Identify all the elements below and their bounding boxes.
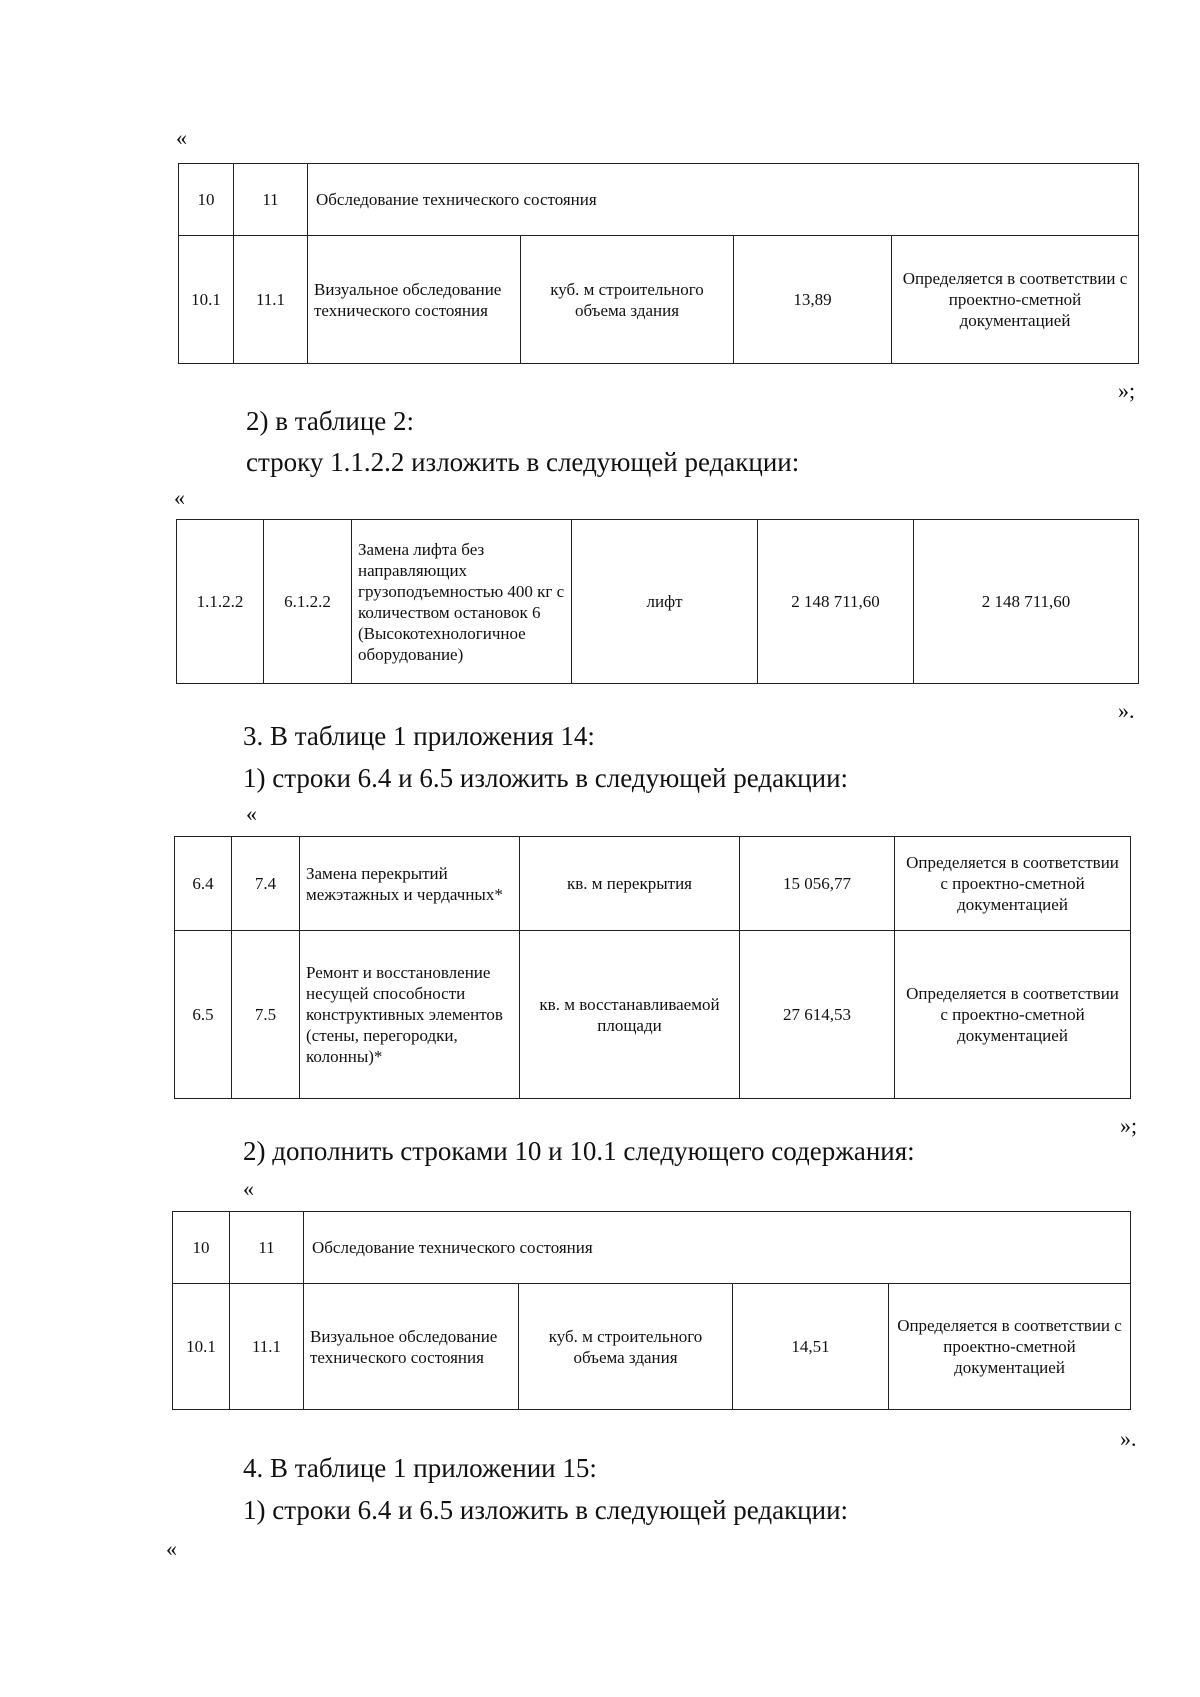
- close-quote: ».: [1120, 1426, 1137, 1451]
- table-block-1: [178, 163, 1139, 364]
- cell-num: 7.4: [232, 837, 300, 931]
- paragraph: 4. В таблице 1 приложении 15:: [243, 1453, 597, 1483]
- cell-num: 10: [173, 1212, 230, 1284]
- open-quote: «: [174, 485, 185, 510]
- table-row: [175, 837, 1131, 931]
- open-quote: «: [176, 125, 187, 150]
- table-row: [173, 1284, 1131, 1410]
- table-row: [175, 931, 1131, 1099]
- table-block-2: [176, 519, 1139, 684]
- cell-cost: Определяется в соответствии с проектно-сметной документацией: [895, 931, 1131, 1099]
- cell-cost: Определяется в соответствии с проектно-сметной документацией: [895, 837, 1131, 931]
- cell-num: 10.1: [179, 236, 234, 364]
- close-quote: »;: [1118, 378, 1136, 403]
- cell-value: 15 056,77: [740, 837, 895, 931]
- cell-cost: Определяется в соответствии с проектно-сметной документацией: [892, 236, 1139, 364]
- cell-num: 11.1: [234, 236, 308, 364]
- open-quote: «: [243, 1176, 254, 1201]
- cell-unit: куб. м строительного объема здания: [521, 236, 734, 364]
- cell-num: 6.5: [175, 931, 232, 1099]
- cell-num: 10.1: [173, 1284, 230, 1410]
- cell-section-title: Обследование технического состояния: [308, 164, 1139, 236]
- paragraph: 2) дополнить строками 10 и 10.1 следующего содержания:: [243, 1136, 915, 1166]
- cell-value: 13,89: [734, 236, 892, 364]
- paragraph: 3. В таблице 1 приложения 14:: [243, 721, 595, 751]
- cell-num: 6.1.2.2: [264, 520, 352, 684]
- cell-unit: кв. м восстанавливаемой площади: [520, 931, 740, 1099]
- paragraph: 1) строки 6.4 и 6.5 изложить в следующей редакции:: [243, 1495, 849, 1525]
- cell-work-name: Визуальное обследование технического состояния: [304, 1284, 519, 1410]
- cell-work-name: Замена лифта без направляющих грузоподъемностью 400 кг с количеством остановок 6 (Высокотехнологичное оборудование): [352, 520, 572, 684]
- cell-cost: Определяется в соответствии с проектно-сметной документацией: [889, 1284, 1131, 1410]
- cell-unit: куб. м строительного объема здания: [519, 1284, 733, 1410]
- paragraph: строку 1.1.2.2 изложить в следующей редакции:: [246, 447, 800, 477]
- open-quote: «: [166, 1536, 177, 1561]
- close-quote: »;: [1120, 1113, 1138, 1138]
- cell-value: 2 148 711,60: [758, 520, 914, 684]
- cell-num: 11.1: [230, 1284, 304, 1410]
- cell-num: 1.1.2.2: [177, 520, 264, 684]
- cell-work-name: Визуальное обследование технического состояния: [308, 236, 521, 364]
- open-quote: «: [246, 801, 257, 826]
- cell-work-name: Ремонт и восстановление несущей способности конструктивных элементов (стены, перегородки, колонны)*: [300, 931, 520, 1099]
- close-quote: ».: [1118, 698, 1135, 723]
- cell-unit: кв. м перекрытия: [520, 837, 740, 931]
- table-block-4: [172, 1211, 1131, 1410]
- table-row: [179, 164, 1139, 236]
- cell-num: 10: [179, 164, 234, 236]
- paragraph: 2) в таблице 2:: [246, 406, 415, 436]
- paragraph: 1) строки 6.4 и 6.5 изложить в следующей редакции:: [243, 763, 849, 793]
- table-row: [179, 236, 1139, 364]
- table-row: [173, 1212, 1131, 1284]
- cell-num: 7.5: [232, 931, 300, 1099]
- cell-value: 27 614,53: [740, 931, 895, 1099]
- cell-value: 14,51: [733, 1284, 889, 1410]
- cell-num: 6.4: [175, 837, 232, 931]
- cell-num: 11: [234, 164, 308, 236]
- cell-section-title: Обследование технического состояния: [304, 1212, 1131, 1284]
- cell-value: 2 148 711,60: [914, 520, 1139, 684]
- cell-work-name: Замена перекрытий межэтажных и чердачных*: [300, 837, 520, 931]
- cell-num: 11: [230, 1212, 304, 1284]
- cell-unit: лифт: [572, 520, 758, 684]
- table-row: [177, 520, 1139, 684]
- table-block-3: [174, 836, 1131, 1099]
